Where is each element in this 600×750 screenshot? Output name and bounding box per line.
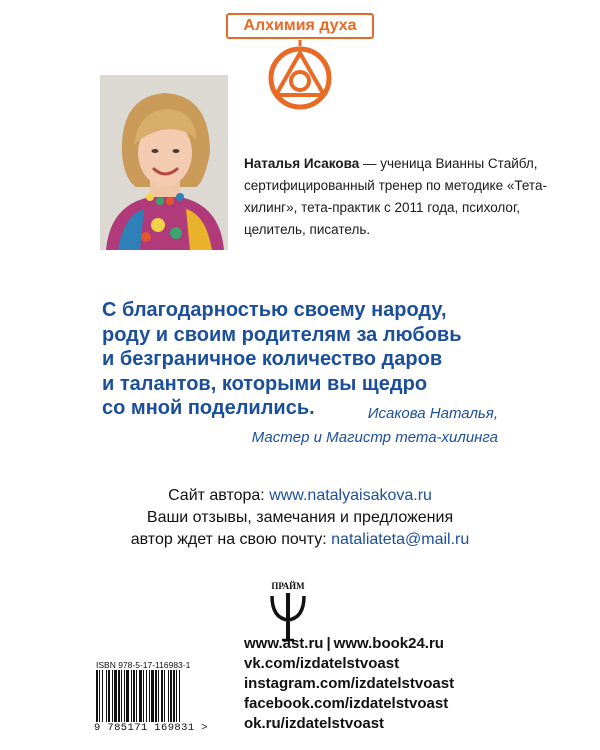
triangle-circle-emblem-icon: [268, 40, 332, 112]
dedication-line: и талантов, которыми вы щедро: [102, 372, 428, 395]
isbn-label: ISBN 978-5-17-116983-1: [96, 660, 191, 670]
ok-link[interactable]: ok.ru/izdatelstvoast: [244, 715, 385, 732]
signature: [252, 402, 498, 450]
book24-link[interactable]: www.book24.ru: [333, 635, 444, 652]
dedication-line: со мной поделились.: [102, 397, 315, 419]
facebook-link[interactable]: facebook.com/izdatelstvoast: [244, 695, 449, 712]
instagram-link[interactable]: instagram.com/izdatelstvoast: [244, 675, 455, 692]
author-bio-text: — ученица Вианны Стайбл, сертифицированный тренер по методике «Тета-хилинг», тета-практик с 2011 года, психолог, целитель, писатель.: [244, 156, 547, 237]
dedication-line: и безграничное количество даров: [102, 348, 443, 370]
author-bio: [244, 153, 574, 241]
vk-link[interactable]: vk.com/izdatelstvoast: [244, 655, 400, 672]
author-email-link[interactable]: nataliateta@mail.ru: [331, 531, 470, 548]
dedication-line: С благодарностью своему народу,: [102, 299, 447, 321]
site-label: Сайт автора:: [168, 487, 270, 504]
feedback-line: Ваши отзывы, замечания и предложения: [146, 509, 454, 526]
barcode: [94, 670, 224, 722]
author-contacts: [0, 485, 600, 551]
link-separator: |: [326, 635, 331, 652]
author-name: Наталья Исакова: [244, 156, 360, 171]
series-title: Алхимия духа: [243, 17, 357, 34]
publisher-links: [244, 634, 454, 734]
author-portrait: [100, 75, 228, 250]
publisher-logo-text: ПРАЙМ: [271, 581, 305, 591]
email-label: автор ждет на свою почту:: [130, 531, 332, 548]
signature-name: Исакова Наталья,: [367, 405, 498, 422]
ast-link[interactable]: www.ast.ru: [244, 635, 324, 652]
publisher-logo: [266, 580, 310, 642]
dedication-line: роду и своим родителям за любовь: [102, 323, 462, 346]
psi-symbol-icon: [272, 593, 304, 640]
barcode-digits: 9 785171 169831 >: [94, 722, 208, 734]
author-site-link[interactable]: www.natalyaisakova.ru: [269, 487, 432, 504]
signature-title: Мастер и Магистр тета-хилинга: [251, 429, 498, 446]
series-title-tab: [226, 13, 374, 39]
